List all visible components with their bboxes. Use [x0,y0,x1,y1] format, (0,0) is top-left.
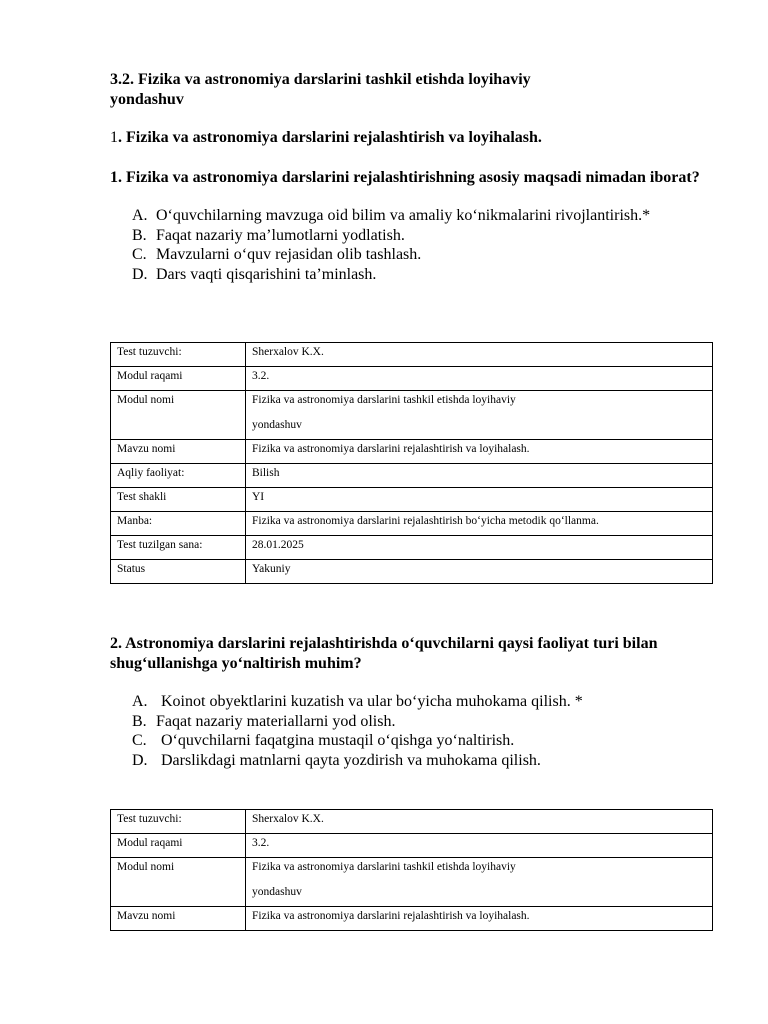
table-row: Status Yakuniy [111,560,713,584]
title-line-1: 3.2. Fizika va astronomiya darslarini tashkil etishda loyihaviy [110,71,531,88]
question-2-metadata-table [110,809,713,931]
option-a: A. Koinot obyektlarini kuzatish va ular bo‘yicha muhokama qilish. * [132,693,583,710]
document-title [110,70,710,110]
table-row: Modul nomi Fizika va astronomiya darslarini tashkil etishda loyihaviy yondashuv [111,391,713,440]
question-2-options [110,692,710,770]
option-c: C. Mavzularni o‘quv rejasidan olib tashlash. [132,246,422,263]
title-line-2: yondashuv [110,91,184,108]
table-row: Mavzu nomi Fizika va astronomiya darslarini rejalashtirish va loyihalash. [111,440,713,464]
section-title: . Fizika va astronomiya darslarini rejalashtirish va loyihalash. [118,129,542,146]
table-row: Test tuzuvchi: Sherxalov K.X. [111,343,713,367]
option-c: C. O‘quvchilarni faqatgina mustaqil o‘qishga yo‘naltirish. [132,732,515,749]
section-number: 1 [110,129,118,146]
question-1-metadata-table [110,342,713,584]
option-a: A. O‘quvchilarning mavzuga oid bilim va amaliy ko‘nikmalarini rivojlantirish.* [132,207,651,224]
option-b: B. Faqat nazariy materiallarni yod olish. [132,712,396,730]
option-d: D. Dars vaqti qisqarishini ta’minlash. [132,265,377,283]
table-row: Manba: Fizika va astronomiya darslarini rejalashtirish bo‘yicha metodik qo‘llanma. [111,512,713,536]
table-row: Test shakli YI [111,488,713,512]
table-row: Aqliy faoliyat: Bilish [111,464,713,488]
section-heading [110,128,710,148]
table-row: Mavzu nomi Fizika va astronomiya darslarini rejalashtirish va loyihalash. [111,907,713,931]
table-row: Modul nomi Fizika va astronomiya darslarini tashkil etishda loyihaviy yondashuv [111,858,713,907]
question-1-text: 1. Fizika va astronomiya darslarini rejalashtirishning asosiy maqsadi nimadan iborat? [110,169,700,186]
option-d: D. Darslikdagi matnlarni qayta yozdirish va muhokama qilish. [132,751,541,769]
table-row: Test tuzilgan sana: 28.01.2025 [111,536,713,560]
question-2-text: 2. Astronomiya darslarini rejalashtirishda o‘quvchilarni qaysi faoliyat turi bilan shug‘ullanishga yo‘naltirish muhim? [110,635,658,672]
table-row: Modul raqami 3.2. [111,367,713,391]
table-row: Modul raqami 3.2. [111,834,713,858]
question-1-options [110,206,710,284]
option-b: B. Faqat nazariy ma’lumotlarni yodlatish. [132,226,405,244]
table-row: Test tuzuvchi: Sherxalov K.X. [111,810,713,834]
